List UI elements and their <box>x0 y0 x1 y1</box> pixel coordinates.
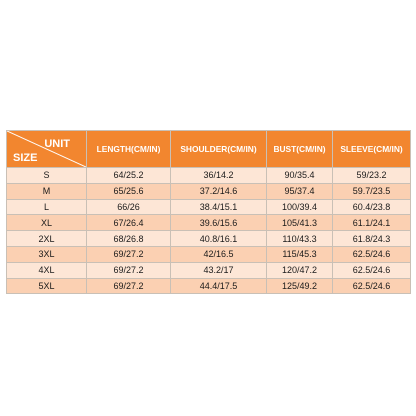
length-cell: 67/26.4 <box>87 215 171 231</box>
bust-cell: 100/39.4 <box>267 199 333 215</box>
table-row <box>7 199 411 215</box>
sleeve-cell: 59.7/23.5 <box>333 183 411 199</box>
shoulder-cell: 36/14.2 <box>171 168 267 184</box>
sleeve-cell: 60.4/23.8 <box>333 199 411 215</box>
column-header-bust: BUST(CM/IN) <box>267 131 333 168</box>
bust-cell: 120/47.2 <box>267 262 333 278</box>
size-label: SIZE <box>13 152 38 164</box>
bust-cell: 90/35.4 <box>267 168 333 184</box>
size-cell: 5XL <box>7 278 87 294</box>
sleeve-cell: 61.1/24.1 <box>333 215 411 231</box>
table-row <box>7 246 411 262</box>
size-cell: 2XL <box>7 231 87 247</box>
size-chart-table <box>6 130 411 294</box>
shoulder-cell: 44.4/17.5 <box>171 278 267 294</box>
sleeve-cell: 61.8/24.3 <box>333 231 411 247</box>
length-cell: 69/27.2 <box>87 246 171 262</box>
column-header-length: LENGTH(CM/IN) <box>87 131 171 168</box>
length-cell: 65/25.6 <box>87 183 171 199</box>
header-row <box>7 131 411 168</box>
column-header-shoulder: SHOULDER(CM/IN) <box>171 131 267 168</box>
size-cell: L <box>7 199 87 215</box>
sleeve-cell: 62.5/24.6 <box>333 246 411 262</box>
unit-label: UNIT <box>44 138 70 150</box>
size-cell: XL <box>7 215 87 231</box>
length-cell: 69/27.2 <box>87 262 171 278</box>
bust-cell: 105/41.3 <box>267 215 333 231</box>
size-cell: 3XL <box>7 246 87 262</box>
bust-cell: 125/49.2 <box>267 278 333 294</box>
shoulder-cell: 43.2/17 <box>171 262 267 278</box>
table-row <box>7 231 411 247</box>
length-cell: 66/26 <box>87 199 171 215</box>
table-row <box>7 262 411 278</box>
sleeve-cell: 59/23.2 <box>333 168 411 184</box>
length-cell: 69/27.2 <box>87 278 171 294</box>
table-row <box>7 183 411 199</box>
shoulder-cell: 42/16.5 <box>171 246 267 262</box>
shoulder-cell: 39.6/15.6 <box>171 215 267 231</box>
length-cell: 64/25.2 <box>87 168 171 184</box>
shoulder-cell: 40.8/16.1 <box>171 231 267 247</box>
table-row <box>7 168 411 184</box>
shoulder-cell: 37.2/14.6 <box>171 183 267 199</box>
bust-cell: 115/45.3 <box>267 246 333 262</box>
table-row <box>7 215 411 231</box>
column-header-sleeve: SLEEVE(CM/IN) <box>333 131 411 168</box>
unit-size-corner-cell <box>7 131 87 168</box>
bust-cell: 95/37.4 <box>267 183 333 199</box>
size-cell: M <box>7 183 87 199</box>
sleeve-cell: 62.5/24.6 <box>333 262 411 278</box>
shoulder-cell: 38.4/15.1 <box>171 199 267 215</box>
sleeve-cell: 62.5/24.6 <box>333 278 411 294</box>
length-cell: 68/26.8 <box>87 231 171 247</box>
bust-cell: 110/43.3 <box>267 231 333 247</box>
size-cell: S <box>7 168 87 184</box>
size-cell: 4XL <box>7 262 87 278</box>
table-row <box>7 278 411 294</box>
